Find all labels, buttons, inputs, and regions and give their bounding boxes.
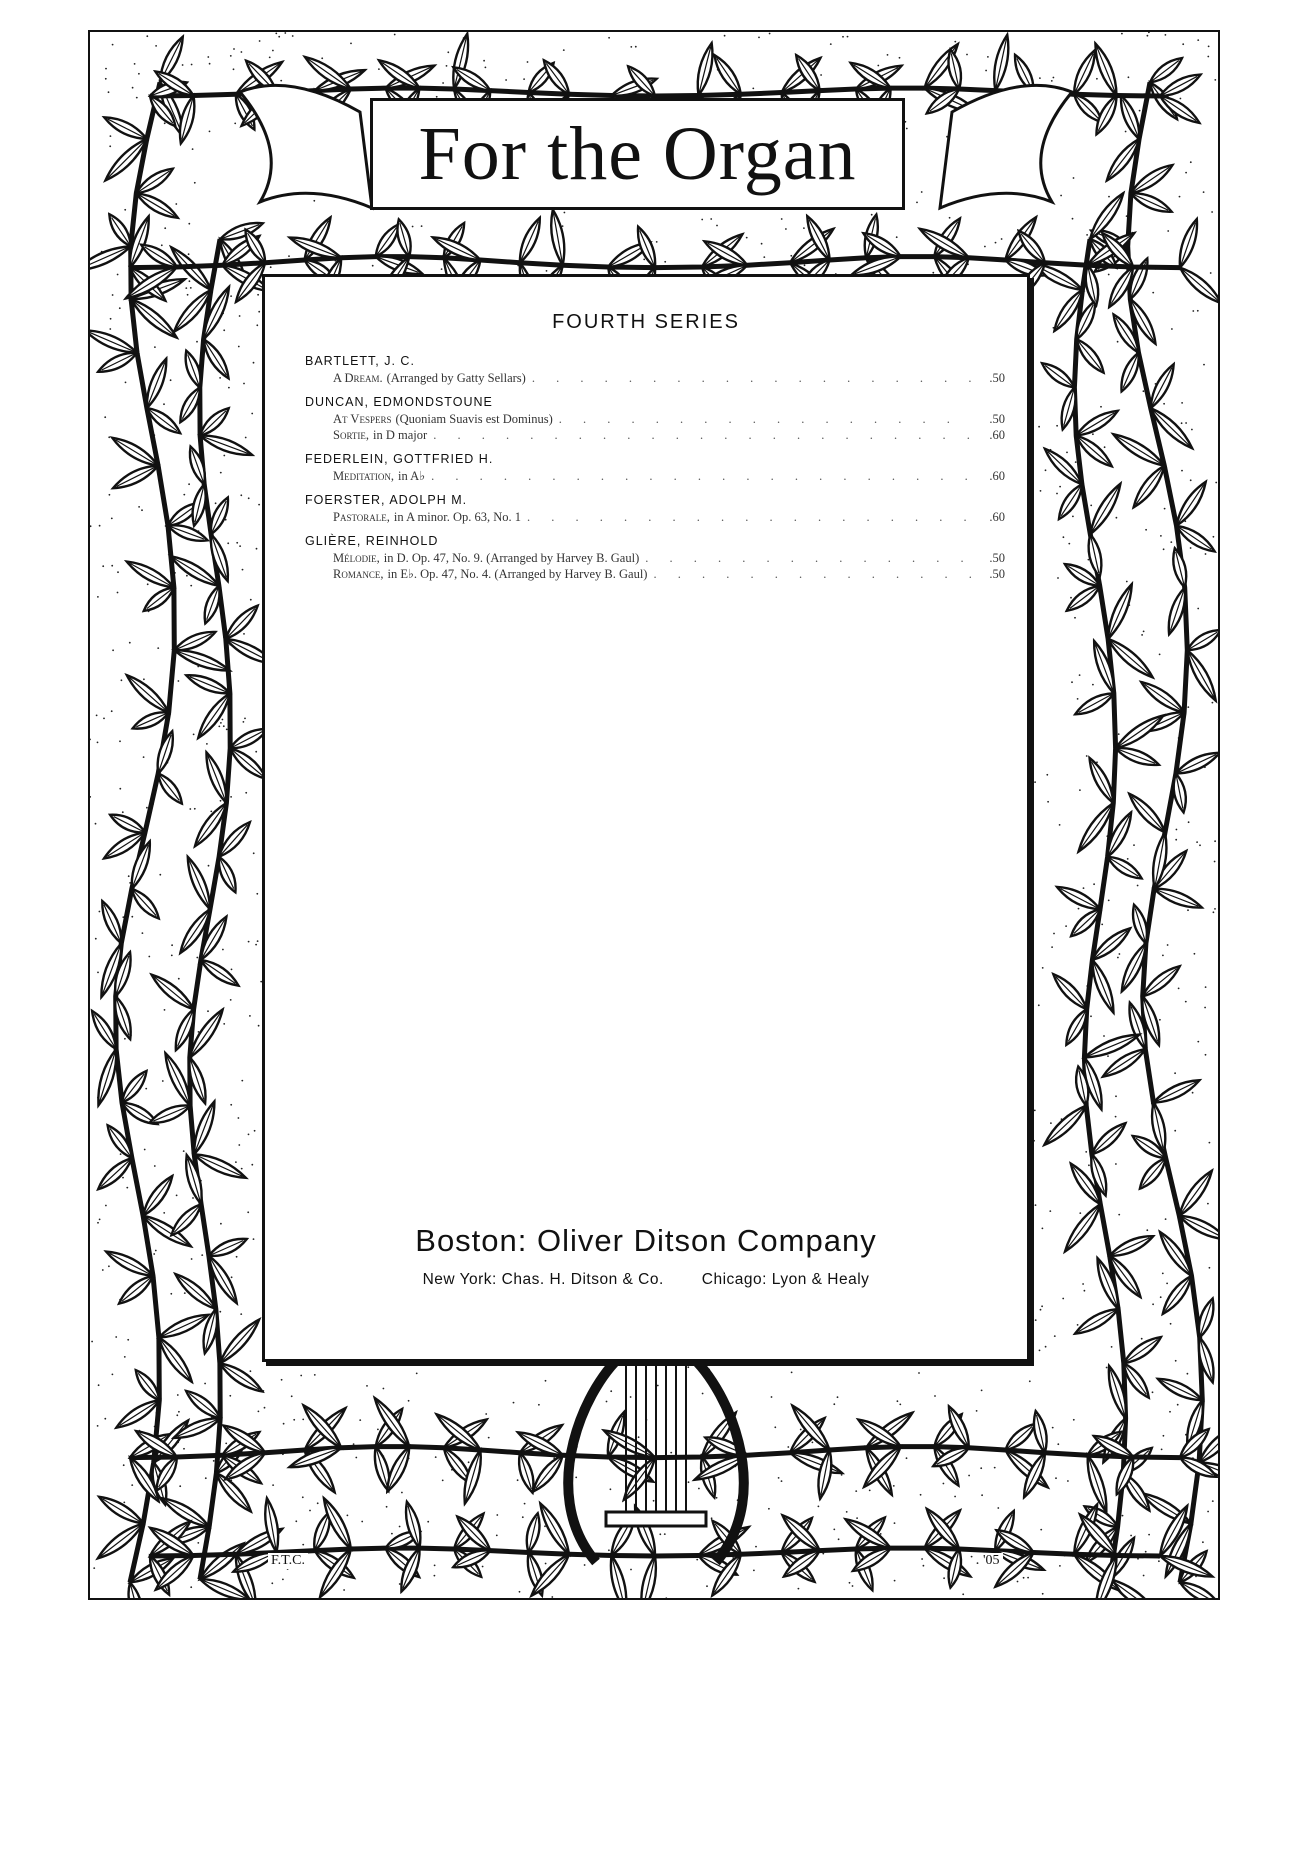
composer-name: FOERSTER, ADOLPH M. (305, 493, 468, 507)
piece-row (305, 509, 1005, 525)
piece-title: Meditation, (333, 469, 395, 483)
composer-entry (305, 492, 1005, 525)
piece-detail: in D major (373, 428, 428, 442)
piece-title: A Dream. (333, 371, 383, 385)
composer-name: DUNCAN, EDMONDSTOUNE (305, 395, 493, 409)
piece-detail: in E♭. Op. 47, No. 4. (Arranged by Harvey B. Gaul) (387, 567, 648, 581)
composer-entry (305, 394, 1005, 443)
publisher-block (265, 1223, 1027, 1289)
piece-price: .60 (989, 428, 1005, 442)
piece-row (305, 427, 1005, 443)
piece-price: .60 (989, 469, 1005, 483)
composer-entry (305, 533, 1005, 582)
dot-leader (433, 427, 971, 443)
piece-row (305, 370, 1005, 386)
piece-row (305, 550, 1005, 566)
catalog-list (305, 353, 1005, 582)
piece-price: .60 (989, 510, 1005, 524)
title-banner (370, 98, 905, 210)
composer-entry (305, 353, 1005, 386)
piece-price: .50 (989, 567, 1005, 581)
piece-detail: (Arranged by Gatty Sellars) (386, 371, 526, 385)
artist-initials: F.T.C. (268, 1553, 308, 1569)
publisher-branches (265, 1271, 1027, 1289)
dot-leader (645, 550, 971, 566)
piece-price: .50 (989, 412, 1005, 426)
piece-price: .50 (989, 551, 1005, 565)
publisher-name: Boston: Oliver Ditson Company (415, 1223, 877, 1258)
piece-row (305, 468, 1005, 484)
piece-detail: in D. Op. 47, No. 9. (Arranged by Harvey B. Gaul) (383, 551, 640, 565)
piece-title: Romance, (333, 567, 384, 581)
branch-new-york: New York: Chas. H. Ditson & Co. (422, 1271, 664, 1288)
content-panel (262, 274, 1030, 1362)
dot-leader (527, 509, 971, 525)
page-title: For the Organ (418, 112, 857, 196)
dot-leader (559, 411, 971, 427)
dot-leader (653, 566, 971, 582)
composer-entry (305, 451, 1005, 484)
piece-price: .50 (989, 371, 1005, 385)
piece-row (305, 566, 1005, 582)
composer-name: FEDERLEIN, GOTTFRIED H. (305, 452, 494, 466)
composer-name: BARTLETT, J. C. (305, 354, 415, 368)
dot-leader (532, 370, 971, 386)
branch-chicago: Chicago: Lyon & Healy (701, 1271, 870, 1288)
piece-detail: in A♭ (398, 469, 426, 483)
year-mark: '05 (980, 1553, 1003, 1569)
composer-name: GLIÈRE, REINHOLD (305, 534, 439, 548)
series-heading: FOURTH SERIES (552, 311, 740, 333)
piece-title: At Vespers (333, 412, 392, 426)
dot-leader (431, 468, 971, 484)
piece-title: Mélodie, (333, 551, 380, 565)
piece-row (305, 411, 1005, 427)
piece-title: Sortie, (333, 428, 370, 442)
piece-title: Pastorale, (333, 510, 390, 524)
piece-detail: in A minor. Op. 63, No. 1 (393, 510, 522, 524)
piece-detail: (Quoniam Suavis est Dominus) (395, 412, 553, 426)
